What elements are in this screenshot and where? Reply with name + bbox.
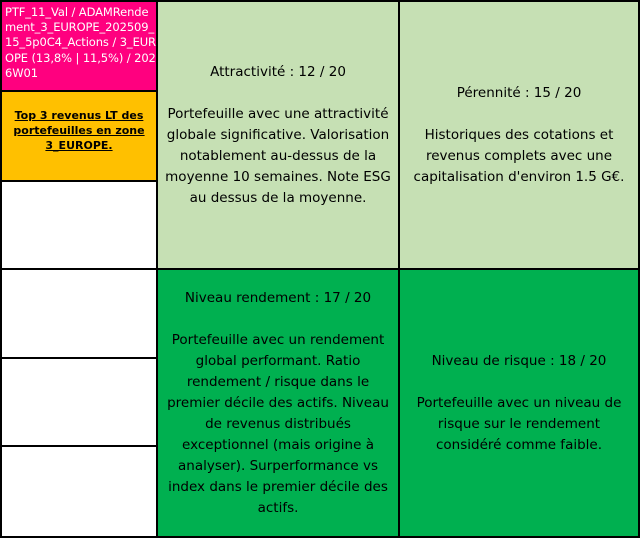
rendement-description: Portefeuille avec un rendement global performant. Ratio rendement / risque dans le premier décile des actifs. Niveau de revenus distribués exceptionnel (mais origine à analyser). Surperformance vs index dans le premier décile des actifs. xyxy=(167,331,389,516)
top3-revenue-text: Top 3 revenus LT des portefeuilles en zone 3_EUROPE. xyxy=(13,109,145,152)
empty-cell-4 xyxy=(0,445,158,538)
attractivite-quadrant xyxy=(156,0,400,270)
portfolio-id-cell xyxy=(0,0,158,92)
top3-revenue-cell xyxy=(0,90,158,182)
empty-cell-2 xyxy=(0,268,158,359)
empty-cell-1 xyxy=(0,180,158,270)
portfolio-id-text: PTF_11_Val / ADAMRendement_3_EUROPE_202509_15_5p0C4_Actions / 3_EUROPE (13,8% | 11,5%) / 2026W01 xyxy=(5,5,156,80)
risque-description: Portefeuille avec un niveau de risque sur le rendement considéré comme faible. xyxy=(416,394,622,453)
rendement-quadrant xyxy=(156,268,400,538)
perennite-score: Pérennité : 15 / 20 xyxy=(456,84,582,101)
attractivite-score: Attractivité : 12 / 20 xyxy=(210,63,346,80)
perennite-description: Historiques des cotations et revenus complets avec une capitalisation d'environ 1.5 G€. xyxy=(413,126,625,185)
risque-score: Niveau de risque : 18 / 20 xyxy=(431,352,607,369)
attractivite-description: Portefeuille avec une attractivité globale significative. Valorisation notablement au-dessus de la moyenne 10 semaines. Note ESG au dessus de la moyenne. xyxy=(165,105,391,206)
risque-quadrant xyxy=(398,268,640,538)
empty-cell-3 xyxy=(0,357,158,447)
rendement-score: Niveau rendement : 17 / 20 xyxy=(184,289,372,306)
perennite-quadrant xyxy=(398,0,640,270)
